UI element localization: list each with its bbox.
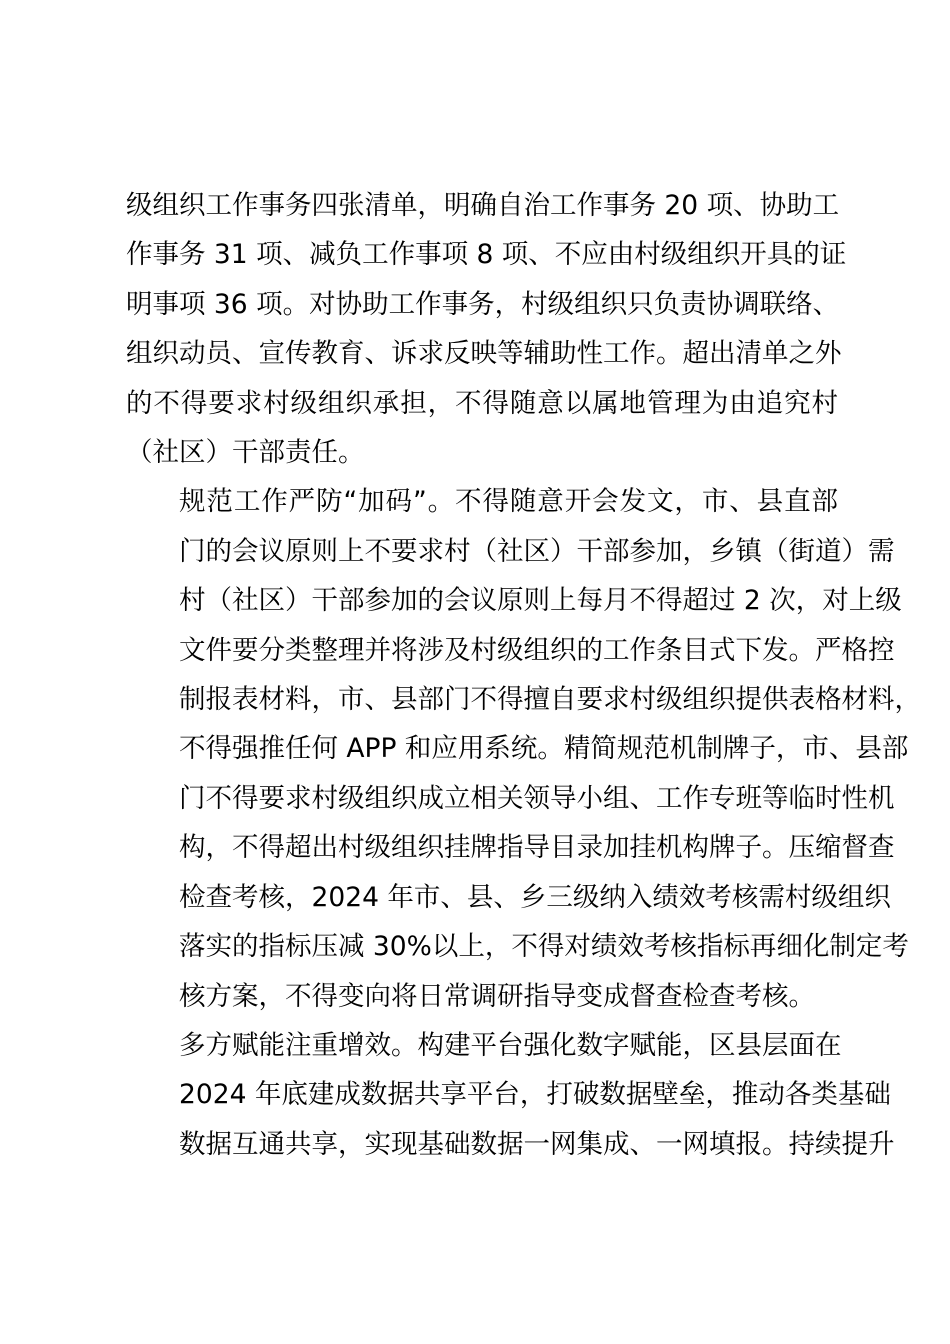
text-line: 检查考核，2024 年市、县、乡三级纳入绩效考核需村级组织 (179, 881, 891, 913)
text-line: 多方赋能注重增效。构建平台强化数字赋能，区县层面在 (179, 1029, 842, 1061)
text-line: 文件要分类整理并将涉及村级组织的工作条目式下发。严格控 (179, 634, 895, 666)
document-body (126, 181, 921, 1169)
text-line: 不得强推任何 APP 和应用系统。精简规范机制牌子，市、县部 (179, 733, 909, 765)
text-line: 的不得要求村级组织承担，不得随意以属地管理为由追究村 (126, 387, 838, 419)
text-line: 明事项 36 项。对协助工作事务，村级组织只负责协调联络、 (126, 288, 840, 320)
text-line: 核方案，不得变向将日常调研指导变成督查检查考核。 (179, 980, 815, 1012)
text-line: 门的会议原则上不要求村（社区）干部参加，乡镇（街道）需 (179, 535, 895, 567)
paragraph (126, 1021, 895, 1169)
text-line: 数据互通共享，实现基础数据一网集成、一网填报。持续提升 (179, 1128, 895, 1160)
text-line: 2024 年底建成数据共享平台，打破数据壁垒，推动各类基础 (179, 1079, 891, 1111)
text-line: 作事务 31 项、减负工作事项 8 项、不应由村级组织开具的证 (126, 239, 847, 271)
paragraph (126, 181, 847, 477)
text-line: 门不得要求村级组织成立相关领导小组、工作专班等临时性机 (179, 782, 895, 814)
text-line: 级组织工作事务四张清单，明确自治工作事务 20 项、协助工 (126, 190, 840, 221)
paragraph (126, 477, 921, 1020)
text-line: 组织动员、宣传教育、诉求反映等辅助性工作。超出清单之外 (126, 338, 842, 370)
text-line: 规范工作严防“加码”。不得随意开会发文，市、县直部 (179, 486, 838, 518)
text-line: 落实的指标压减 30%以上，不得对绩效考核指标再细化制定考 (179, 931, 909, 963)
text-line: 制报表材料，市、县部门不得擅自要求村级组织提供表格材料， (179, 684, 921, 716)
text-line: 构，不得超出村级组织挂牌指导目录加挂机构牌子。压缩督查 (179, 832, 895, 864)
text-line: 村（社区）干部参加的会议原则上每月不得超过 2 次，对上级 (179, 585, 902, 617)
text-line: （社区）干部责任。 (126, 437, 365, 469)
